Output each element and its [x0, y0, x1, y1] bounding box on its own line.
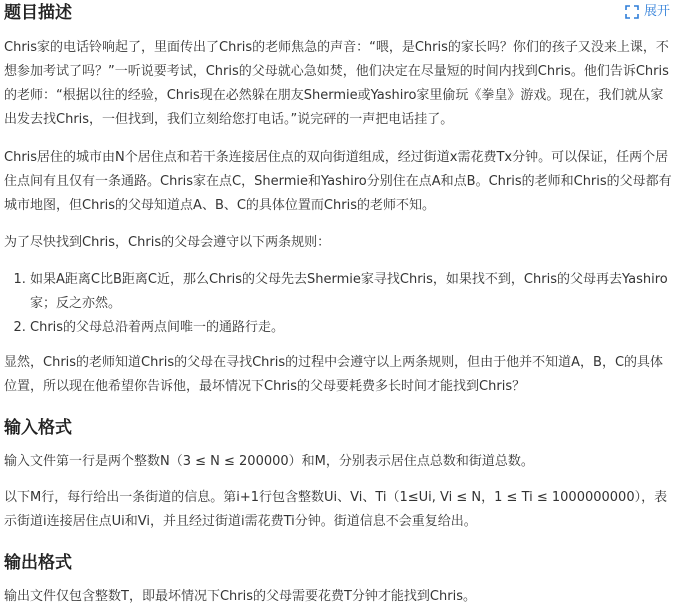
expand-icon	[625, 5, 639, 19]
problem-paragraph: Chris居住的城市由N个居住点和若干条连接居住点的双向街道组成，经过街道x需花费Tx分钟。可以保证，任两个居住点间有且仅有一条通路。Chris家在点C，Shermie和Yashiro分别住在点A和点B。Chris的老师和Chris的父母都有城市地图，但Chris的父母知道点A、B、C的具体位置而Chris的老师不知。	[4, 150, 672, 213]
problem-paragraph: 为了尽快找到Chris，Chris的父母会遵守以下两条规则：	[4, 235, 331, 250]
output-format-title: 输出格式	[4, 553, 72, 573]
output-paragraph: 输出文件仅包含整数T，即最坏情况下Chris的父母需要花费T分钟才能找到Chris。	[4, 589, 476, 604]
problem-header	[4, 0, 674, 27]
problem-title: 题目描述	[4, 3, 72, 23]
expand-button[interactable]	[625, 4, 670, 20]
expand-label: 展开	[643, 4, 670, 19]
rule-item: 1. 如果A距离C比B距离C近，那么Chris的父母先去Shermie家寻找Chris，如果找不到，Chris的父母再去Yashiro家；反之亦然。	[30, 268, 674, 316]
rules-list	[4, 268, 674, 340]
input-paragraph: 输入文件第一行是两个整数N（3 ≤ N ≤ 200000）和M，分别表示居住点总数和街道总数。	[4, 454, 534, 469]
rule-item: 2. Chris的父母总沿着两点间唯一的通路行走。	[30, 316, 674, 340]
input-paragraph: 以下M行，每行给出一条街道的信息。第i+1行包含整数Ui、Vi、Ti（1≤Ui, Vi ≤ N，1 ≤ Ti ≤ 1000000000），表示街道i连接居住点Ui和Vi，并且经过街道i需花费Ti分钟。街道信息不会重复给出。	[4, 490, 668, 529]
problem-paragraph: Chris家的电话铃响起了，里面传出了Chris的老师焦急的声音：“喂，是Chris的家长吗？你们的孩子又没来上课，不想参加考试了吗？”一听说要考试，Chris的父母就心急如焚，他们决定在尽量短的时间内找到Chris。他们告诉Chris的老师：“根据以往的经验，Chris现在必然躲在朋友Shermie或Yashiro家里偷玩《拳皇》游戏。现在，我们就从家出发去找Chris，一但找到，我们立刻给您打电话。”说完砰的一声把电话挂了。	[4, 40, 669, 127]
input-format-title: 输入格式	[4, 418, 72, 438]
problem-closing: 显然，Chris的老师知道Chris的父母在寻找Chris的过程中会遵守以上两条规则，但由于他并不知道A，B，C的具体位置，所以现在他希望你告诉他，最坏情况下Chris的父母要耗费多长时间才能找到Chris？	[4, 355, 664, 394]
